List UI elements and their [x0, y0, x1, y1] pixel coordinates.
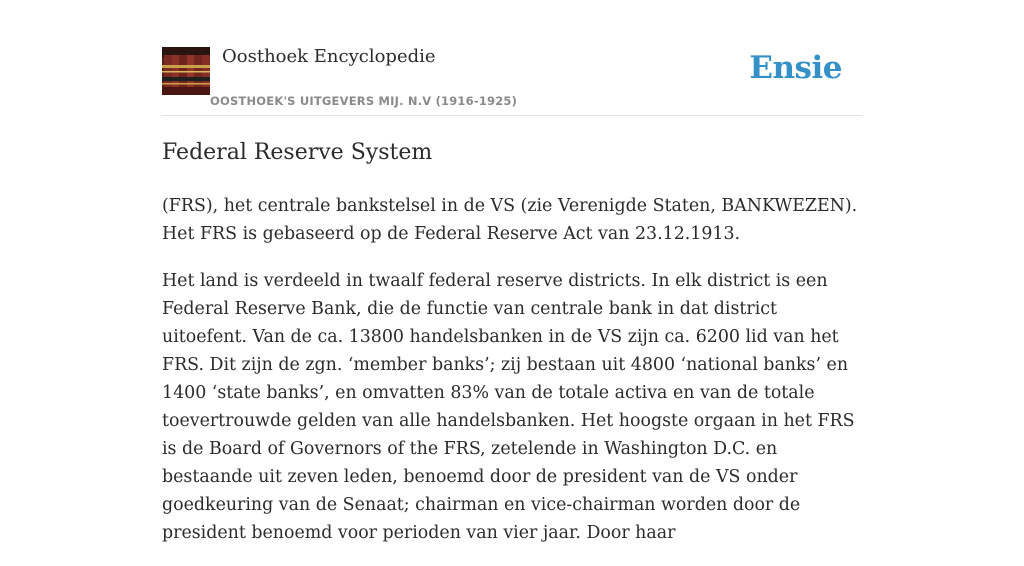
article-body	[162, 192, 867, 566]
source-name[interactable]: Oosthoek Encyclopedie	[222, 46, 436, 67]
article-paragraph: Het land is verdeeld in twaalf federal reserve districts. In elk district is een Federal Reserve Bank, die de functie van centrale bank in dat district uitoefent. Van de ca. 13800 handelsbanken in de VS zijn ca. 6200 lid van het FRS. Dit zijn de zgn. ‘member banks’; zij bestaan uit 4800 ‘national banks’ en 1400 ‘state banks’, en omvatten 83% van de totale activa en van de totale toevertrouwde gelden van alle handelsbanken. Het hoogste orgaan in het FRS is de Board of Governors of the FRS, zetelende in Washington D.C. en bestaande uit zeven leden, benoemd door de president van de VS onder goedkeuring van de Senaat; chairman en vice-chairman worden door de president benoemd voor perioden van vier jaar. Door haar	[162, 271, 855, 543]
publisher-label: OOSTHOEK'S UITGEVERS MIJ. N.V (1916-1925)	[210, 94, 518, 108]
article-title: Federal Reserve System	[162, 140, 433, 165]
source-header	[162, 38, 862, 116]
encyclopedia-books-icon[interactable]	[162, 47, 210, 95]
ensie-logo[interactable]: Ensie	[749, 50, 842, 86]
article-paragraph: (FRS), het centrale bankstelsel in de VS (zie Verenigde Staten, BANKWEZEN). Het FRS is gebaseerd op de Federal Reserve Act van 23.12.1913.	[162, 196, 858, 244]
